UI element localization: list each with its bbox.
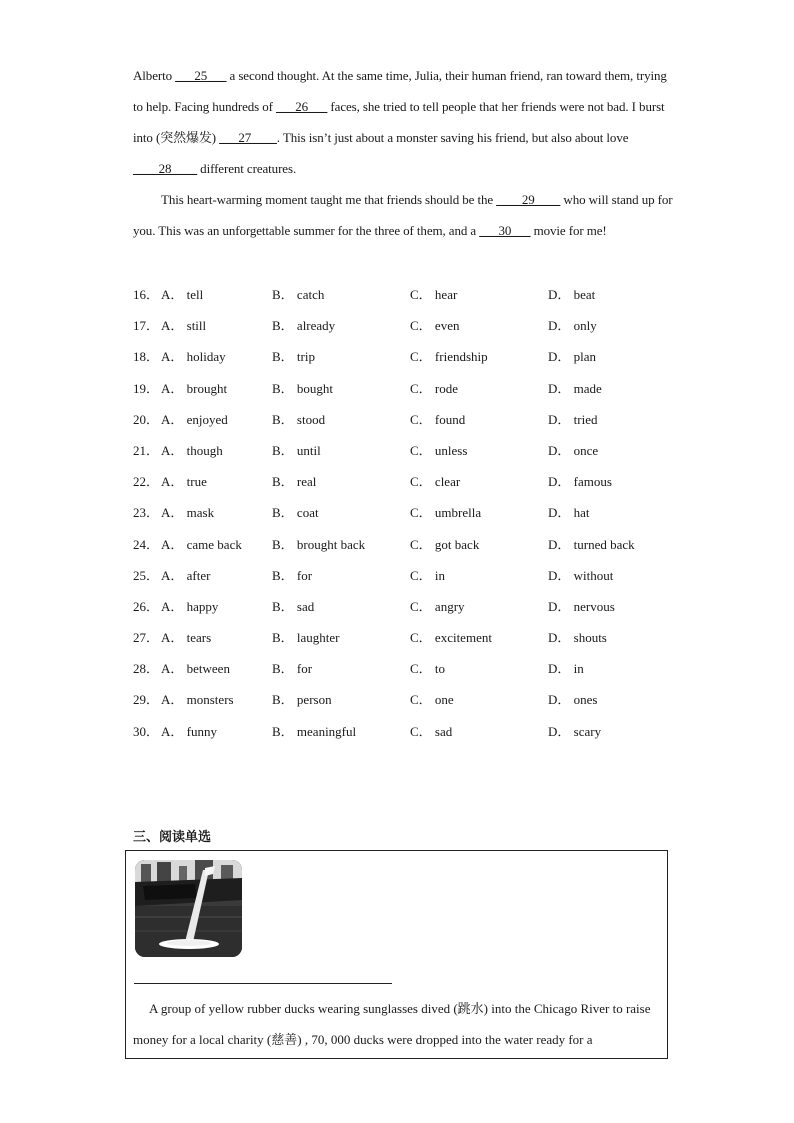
option-b: B． person xyxy=(272,692,332,708)
passage-text: who will stand up for you. This was an unforgettable summer for the three of them, and a xyxy=(133,192,673,238)
option-c: C． unless xyxy=(410,442,468,458)
option-b: B． for xyxy=(272,661,313,677)
option-a: A． happy xyxy=(161,598,219,614)
option-a: A． mask xyxy=(161,505,215,521)
option-b: B． already xyxy=(272,318,336,334)
reading-paragraph: A group of yellow rubber ducks wearing sunglasses dived (跳水) into the Chicago River to raise money for a local charity (慈善) , 70, 000 ducks were dropped into the water ready for a xyxy=(133,1001,651,1047)
option-d: D． plan xyxy=(548,349,597,365)
question-row xyxy=(133,622,693,653)
passage-paragraph-1 xyxy=(133,60,673,184)
question-row xyxy=(133,310,693,341)
question-number: 25． xyxy=(133,567,160,583)
option-b: B． laughter xyxy=(272,630,340,646)
option-d: D． shouts xyxy=(548,630,607,646)
option-a: A． between xyxy=(161,661,230,677)
option-b: B． catch xyxy=(272,287,325,302)
option-a: A． came back xyxy=(161,536,242,552)
question-options-list xyxy=(133,279,693,747)
option-c: C． rode xyxy=(410,380,459,396)
river-photo-image xyxy=(135,860,242,957)
question-number: 18． xyxy=(133,349,160,365)
passage-text: a second thought. At the same time, Julia, their human friend, ran toward them, trying to help. Facing hundreds of xyxy=(133,68,667,114)
option-b: B． brought back xyxy=(272,536,366,552)
passage-text: Alberto xyxy=(133,68,176,83)
question-row xyxy=(133,404,693,435)
option-d: D． beat xyxy=(548,287,596,302)
reading-passage-box xyxy=(125,850,668,1059)
option-a: A． true xyxy=(161,474,207,490)
option-a: A． tears xyxy=(161,630,212,646)
question-number: 17． xyxy=(133,318,160,334)
option-a: A． after xyxy=(161,567,211,583)
question-row xyxy=(133,716,693,747)
question-row xyxy=(133,497,693,528)
question-row xyxy=(133,373,693,404)
blank-29: ____29____ xyxy=(496,192,561,207)
question-number: 21． xyxy=(133,442,160,458)
option-c: C． one xyxy=(410,692,454,708)
question-number: 27． xyxy=(133,630,160,646)
option-b: B． real xyxy=(272,474,317,490)
option-d: D． nervous xyxy=(548,598,615,614)
option-a: A． enjoyed xyxy=(161,411,228,427)
question-row xyxy=(133,529,693,560)
blank-26: ___26___ xyxy=(276,99,328,114)
question-number: 26． xyxy=(133,598,160,614)
option-a: A． monsters xyxy=(161,692,234,708)
option-d: D． once xyxy=(548,442,599,458)
option-d: D． only xyxy=(548,318,597,334)
question-row xyxy=(133,653,693,684)
option-c: C． found xyxy=(410,411,466,427)
option-c: C． to xyxy=(410,661,446,677)
option-d: D． ones xyxy=(548,692,598,708)
option-b: B． for xyxy=(272,567,313,583)
option-b: B． coat xyxy=(272,505,319,521)
question-number: 29． xyxy=(133,692,160,708)
question-number: 16． xyxy=(133,287,160,302)
option-c: C． in xyxy=(410,567,446,583)
divider-line xyxy=(134,983,392,984)
option-d: D． hat xyxy=(548,505,590,521)
option-c: C． excitement xyxy=(410,630,492,646)
blank-27: ___27____ xyxy=(219,130,277,145)
blank-28: ____28____ xyxy=(133,161,198,176)
option-c: C． even xyxy=(410,318,460,334)
option-b: B． until xyxy=(272,442,321,458)
question-number: 30． xyxy=(133,723,160,739)
option-a: A． brought xyxy=(161,380,228,396)
option-d: D． without xyxy=(548,567,614,583)
question-row xyxy=(133,591,693,622)
passage-text: different creatures. xyxy=(197,161,297,176)
question-number: 22． xyxy=(133,474,160,490)
option-b: B． sad xyxy=(272,598,315,614)
question-row xyxy=(133,466,693,497)
question-number: 24． xyxy=(133,536,160,552)
question-number: 28． xyxy=(133,661,160,677)
option-d: D． tried xyxy=(548,411,598,427)
option-c: C． angry xyxy=(410,598,465,614)
option-a: A． holiday xyxy=(161,349,226,365)
passage-text: . This isn’t just about a monster saving his friend, but also about love xyxy=(276,130,629,145)
question-row xyxy=(133,341,693,372)
river-photo xyxy=(135,860,242,957)
option-b: B． trip xyxy=(272,349,315,365)
passage-text: This heart-warming moment taught me that friends should be the xyxy=(161,192,497,207)
option-a: A． still xyxy=(161,318,207,334)
option-c: C． clear xyxy=(410,474,461,490)
option-a: A． funny xyxy=(161,723,217,739)
question-number: 20． xyxy=(133,411,160,427)
option-d: D． in xyxy=(548,661,584,677)
question-row xyxy=(133,279,693,310)
question-row xyxy=(133,435,693,466)
blank-25: ___25___ xyxy=(175,68,227,83)
passage-text: movie for me! xyxy=(530,223,607,238)
blank-30: ___30___ xyxy=(479,223,531,238)
option-d: D． scary xyxy=(548,723,602,739)
passage-text: faces, she tried to tell people that her friends were not bad. I burst into (突然爆发) xyxy=(133,99,665,145)
option-a: A． though xyxy=(161,442,223,458)
question-row xyxy=(133,560,693,591)
question-row xyxy=(133,684,693,715)
section-title: 三、阅读单选 xyxy=(133,830,212,845)
option-a: A． tell xyxy=(161,287,204,302)
option-d: D． turned back xyxy=(548,536,635,552)
passage-paragraph-2 xyxy=(133,184,673,246)
option-b: B． stood xyxy=(272,411,326,427)
option-d: D． made xyxy=(548,380,602,396)
question-number: 19． xyxy=(133,380,160,396)
option-b: B． meaningful xyxy=(272,723,357,739)
option-c: C． friendship xyxy=(410,349,488,365)
option-c: C． got back xyxy=(410,536,480,552)
option-c: C． hear xyxy=(410,287,458,302)
option-c: C． sad xyxy=(410,723,453,739)
question-number: 23． xyxy=(133,505,160,521)
option-d: D． famous xyxy=(548,474,612,490)
option-b: B． bought xyxy=(272,380,334,396)
option-c: C． umbrella xyxy=(410,505,482,521)
